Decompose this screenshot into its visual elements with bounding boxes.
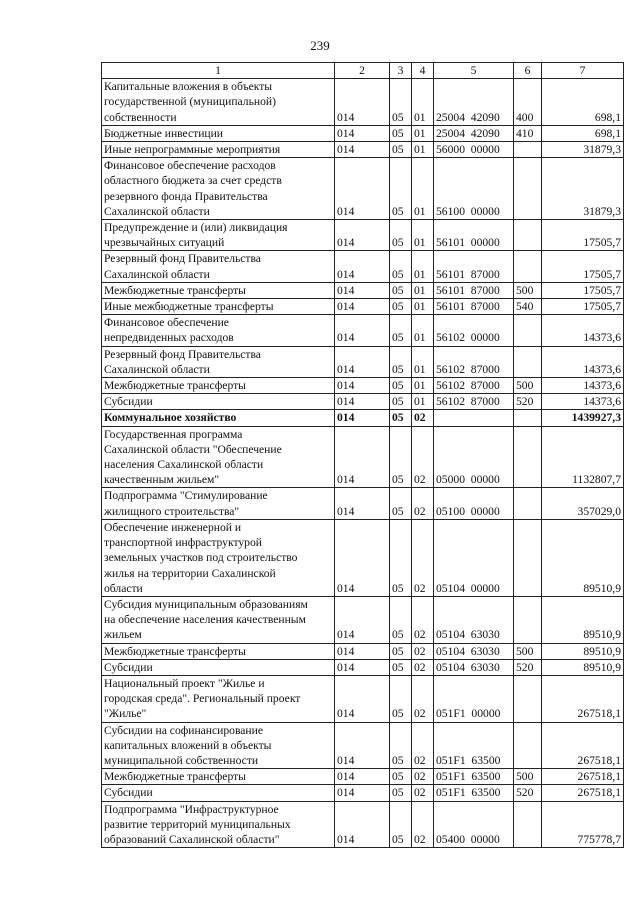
amount: 357029,0 bbox=[542, 488, 624, 519]
section-code: 05 bbox=[390, 158, 412, 220]
subsection-code: 01 bbox=[412, 299, 434, 315]
amount: 698,1 bbox=[542, 125, 624, 141]
section-code: 05 bbox=[390, 394, 412, 410]
subsection-code: 01 bbox=[412, 282, 434, 298]
expense-type-code bbox=[514, 596, 542, 643]
table-row bbox=[102, 378, 624, 394]
expense-type-code bbox=[514, 158, 542, 220]
item-name: Финансовое обеспечение расходов областного бюджета за счет средств резервного фонда Правительства Сахалинской области bbox=[102, 158, 335, 220]
target-article-code bbox=[434, 410, 514, 426]
amount: 775778,7 bbox=[542, 801, 624, 848]
table-row bbox=[102, 519, 624, 596]
item-name: Субсидии на софинансирование капитальных вложений в объекты муниципальной собственности bbox=[102, 722, 335, 769]
section-code: 05 bbox=[390, 142, 412, 158]
target-article-code: 56101 87000 bbox=[434, 251, 514, 282]
section-code: 05 bbox=[390, 769, 412, 785]
target-article-code: 05104 00000 bbox=[434, 519, 514, 596]
target-article-code: 56101 87000 bbox=[434, 299, 514, 315]
header-col-7: 7 bbox=[542, 63, 624, 79]
subsection-code: 02 bbox=[412, 722, 434, 769]
target-article-code: 56100 00000 bbox=[434, 158, 514, 220]
ministry-code: 014 bbox=[335, 722, 390, 769]
item-name: Подпрограмма "Инфраструктурное развитие территорий муниципальных образований Сахалинской области" bbox=[102, 801, 335, 848]
subsection-code: 01 bbox=[412, 79, 434, 126]
target-article-code: 05100 00000 bbox=[434, 488, 514, 519]
table-row bbox=[102, 488, 624, 519]
ministry-code: 014 bbox=[335, 346, 390, 377]
amount: 89510,9 bbox=[542, 643, 624, 659]
section-code: 05 bbox=[390, 378, 412, 394]
expense-type-code bbox=[514, 675, 542, 722]
ministry-code: 014 bbox=[335, 394, 390, 410]
table-row bbox=[102, 125, 624, 141]
amount: 89510,9 bbox=[542, 596, 624, 643]
section-code: 05 bbox=[390, 643, 412, 659]
ministry-code: 014 bbox=[335, 282, 390, 298]
target-article-code: 05104 63030 bbox=[434, 659, 514, 675]
ministry-code: 014 bbox=[335, 596, 390, 643]
item-name: Субсидии bbox=[102, 785, 335, 801]
subsection-code: 01 bbox=[412, 251, 434, 282]
target-article-code: 56102 87000 bbox=[434, 378, 514, 394]
ministry-code: 014 bbox=[335, 785, 390, 801]
target-article-code: 05104 63030 bbox=[434, 596, 514, 643]
section-code: 05 bbox=[390, 251, 412, 282]
item-name: Иные межбюджетные трансферты bbox=[102, 299, 335, 315]
item-name: Межбюджетные трансферты bbox=[102, 282, 335, 298]
amount: 17505,7 bbox=[542, 282, 624, 298]
section-code: 05 bbox=[390, 79, 412, 126]
amount: 1439927,3 bbox=[542, 410, 624, 426]
amount: 267518,1 bbox=[542, 769, 624, 785]
table-row bbox=[102, 426, 624, 488]
target-article-code: 56102 00000 bbox=[434, 315, 514, 346]
ministry-code: 014 bbox=[335, 801, 390, 848]
subsection-code: 02 bbox=[412, 659, 434, 675]
subsection-code: 02 bbox=[412, 410, 434, 426]
section-code: 05 bbox=[390, 519, 412, 596]
ministry-code: 014 bbox=[335, 659, 390, 675]
subsection-code: 02 bbox=[412, 801, 434, 848]
ministry-code: 014 bbox=[335, 410, 390, 426]
header-col-5: 5 bbox=[434, 63, 514, 79]
ministry-code: 014 bbox=[335, 220, 390, 251]
amount: 698,1 bbox=[542, 79, 624, 126]
table-row bbox=[102, 596, 624, 643]
expense-type-code: 500 bbox=[514, 282, 542, 298]
table-row bbox=[102, 79, 624, 126]
ministry-code: 014 bbox=[335, 769, 390, 785]
expense-type-code bbox=[514, 722, 542, 769]
item-name: Предупреждение и (или) ликвидация чрезвычайных ситуаций bbox=[102, 220, 335, 251]
amount: 267518,1 bbox=[542, 675, 624, 722]
subsection-code: 02 bbox=[412, 785, 434, 801]
amount: 14373,6 bbox=[542, 315, 624, 346]
subsection-code: 01 bbox=[412, 220, 434, 251]
table-row bbox=[102, 251, 624, 282]
table-row bbox=[102, 142, 624, 158]
header-col-6: 6 bbox=[514, 63, 542, 79]
amount: 14373,6 bbox=[542, 346, 624, 377]
target-article-code: 05400 00000 bbox=[434, 801, 514, 848]
expense-type-code bbox=[514, 251, 542, 282]
target-article-code: 56102 87000 bbox=[434, 346, 514, 377]
item-name: Межбюджетные трансферты bbox=[102, 643, 335, 659]
table-header-row bbox=[102, 63, 624, 79]
section-code: 05 bbox=[390, 801, 412, 848]
subsection-code: 01 bbox=[412, 378, 434, 394]
ministry-code: 014 bbox=[335, 299, 390, 315]
table-row bbox=[102, 158, 624, 220]
item-name: Иные непрограммные мероприятия bbox=[102, 142, 335, 158]
section-code: 05 bbox=[390, 488, 412, 519]
section-code: 05 bbox=[390, 675, 412, 722]
section-code: 05 bbox=[390, 315, 412, 346]
header-col-4: 4 bbox=[412, 63, 434, 79]
table-row bbox=[102, 675, 624, 722]
subsection-code: 02 bbox=[412, 675, 434, 722]
item-name: Подпрограмма "Стимулирование жилищного строительства" bbox=[102, 488, 335, 519]
table-row bbox=[102, 769, 624, 785]
subsection-code: 01 bbox=[412, 125, 434, 141]
item-name: Национальный проект "Жилье и городская среда". Региональный проект "Жилье" bbox=[102, 675, 335, 722]
section-code: 05 bbox=[390, 125, 412, 141]
amount: 89510,9 bbox=[542, 519, 624, 596]
target-article-code: 051F1 63500 bbox=[434, 722, 514, 769]
table-row bbox=[102, 722, 624, 769]
expense-type-code bbox=[514, 220, 542, 251]
amount: 31879,3 bbox=[542, 142, 624, 158]
expense-type-code bbox=[514, 315, 542, 346]
subsection-code: 02 bbox=[412, 596, 434, 643]
item-name: Субсидии bbox=[102, 659, 335, 675]
subsection-code: 02 bbox=[412, 488, 434, 519]
header-col-2: 2 bbox=[335, 63, 390, 79]
item-name: Резервный фонд Правительства Сахалинской области bbox=[102, 346, 335, 377]
section-code: 05 bbox=[390, 410, 412, 426]
expense-type-code bbox=[514, 346, 542, 377]
target-article-code: 051F1 63500 bbox=[434, 769, 514, 785]
budget-table bbox=[101, 62, 624, 848]
target-article-code: 05000 00000 bbox=[434, 426, 514, 488]
ministry-code: 014 bbox=[335, 519, 390, 596]
ministry-code: 014 bbox=[335, 79, 390, 126]
header-col-1: 1 bbox=[102, 63, 335, 79]
expense-type-code bbox=[514, 488, 542, 519]
subsection-code: 01 bbox=[412, 142, 434, 158]
expense-type-code: 500 bbox=[514, 378, 542, 394]
item-name: Бюджетные инвестиции bbox=[102, 125, 335, 141]
subsection-code: 01 bbox=[412, 346, 434, 377]
section-code: 05 bbox=[390, 282, 412, 298]
table-row bbox=[102, 346, 624, 377]
target-article-code: 25004 42090 bbox=[434, 125, 514, 141]
amount: 17505,7 bbox=[542, 251, 624, 282]
expense-type-code: 540 bbox=[514, 299, 542, 315]
item-name: Межбюджетные трансферты bbox=[102, 378, 335, 394]
section-code: 05 bbox=[390, 596, 412, 643]
table-row bbox=[102, 643, 624, 659]
table-row bbox=[102, 410, 624, 426]
target-article-code: 05104 63030 bbox=[434, 643, 514, 659]
subsection-code: 01 bbox=[412, 158, 434, 220]
expense-type-code bbox=[514, 142, 542, 158]
ministry-code: 014 bbox=[335, 315, 390, 346]
expense-type-code: 520 bbox=[514, 394, 542, 410]
expense-type-code bbox=[514, 519, 542, 596]
table-row bbox=[102, 220, 624, 251]
expense-type-code: 520 bbox=[514, 659, 542, 675]
section-code: 05 bbox=[390, 220, 412, 251]
ministry-code: 014 bbox=[335, 142, 390, 158]
ministry-code: 014 bbox=[335, 488, 390, 519]
page-number: 239 bbox=[310, 38, 330, 53]
ministry-code: 014 bbox=[335, 643, 390, 659]
ministry-code: 014 bbox=[335, 426, 390, 488]
section-code: 05 bbox=[390, 722, 412, 769]
amount: 17505,7 bbox=[542, 220, 624, 251]
table-row bbox=[102, 394, 624, 410]
section-code: 05 bbox=[390, 785, 412, 801]
subsection-code: 02 bbox=[412, 426, 434, 488]
ministry-code: 014 bbox=[335, 125, 390, 141]
item-name: Субсидия муниципальным образованиям на обеспечение населения качественным жильем bbox=[102, 596, 335, 643]
amount: 14373,6 bbox=[542, 378, 624, 394]
item-name: Межбюджетные трансферты bbox=[102, 769, 335, 785]
subsection-code: 02 bbox=[412, 643, 434, 659]
amount: 267518,1 bbox=[542, 785, 624, 801]
table-row bbox=[102, 315, 624, 346]
amount: 14373,6 bbox=[542, 394, 624, 410]
expense-type-code: 500 bbox=[514, 643, 542, 659]
table-row bbox=[102, 299, 624, 315]
section-code: 05 bbox=[390, 426, 412, 488]
item-name: Резервный фонд Правительства Сахалинской области bbox=[102, 251, 335, 282]
amount: 89510,9 bbox=[542, 659, 624, 675]
target-article-code: 56102 87000 bbox=[434, 394, 514, 410]
expense-type-code: 400 bbox=[514, 79, 542, 126]
section-code: 05 bbox=[390, 299, 412, 315]
table-row bbox=[102, 282, 624, 298]
target-article-code: 56101 00000 bbox=[434, 220, 514, 251]
amount: 1132807,7 bbox=[542, 426, 624, 488]
expense-type-code bbox=[514, 426, 542, 488]
subsection-code: 02 bbox=[412, 519, 434, 596]
item-name: Государственная программа Сахалинской области "Обеспечение населения Сахалинской области качественным жильем" bbox=[102, 426, 335, 488]
amount: 267518,1 bbox=[542, 722, 624, 769]
amount: 31879,3 bbox=[542, 158, 624, 220]
target-article-code: 56101 87000 bbox=[434, 282, 514, 298]
table-body bbox=[102, 79, 624, 848]
expense-type-code bbox=[514, 410, 542, 426]
item-name: Субсидии bbox=[102, 394, 335, 410]
item-name: Финансовое обеспечение непредвиденных расходов bbox=[102, 315, 335, 346]
section-code: 05 bbox=[390, 346, 412, 377]
expense-type-code: 500 bbox=[514, 769, 542, 785]
item-name: Обеспечение инженерной и транспортной инфраструктурой земельных участков под строительство жилья на территории Сахалинской области bbox=[102, 519, 335, 596]
item-name: Коммунальное хозяйство bbox=[102, 410, 335, 426]
target-article-code: 051F1 63500 bbox=[434, 785, 514, 801]
subsection-code: 01 bbox=[412, 394, 434, 410]
expense-type-code bbox=[514, 801, 542, 848]
expense-type-code: 520 bbox=[514, 785, 542, 801]
expense-type-code: 410 bbox=[514, 125, 542, 141]
section-code: 05 bbox=[390, 659, 412, 675]
table-row bbox=[102, 785, 624, 801]
table-row bbox=[102, 801, 624, 848]
ministry-code: 014 bbox=[335, 251, 390, 282]
ministry-code: 014 bbox=[335, 675, 390, 722]
ministry-code: 014 bbox=[335, 158, 390, 220]
subsection-code: 01 bbox=[412, 315, 434, 346]
table-row bbox=[102, 659, 624, 675]
header-col-3: 3 bbox=[390, 63, 412, 79]
ministry-code: 014 bbox=[335, 378, 390, 394]
target-article-code: 56000 00000 bbox=[434, 142, 514, 158]
target-article-code: 25004 42090 bbox=[434, 79, 514, 126]
subsection-code: 02 bbox=[412, 769, 434, 785]
target-article-code: 051F1 00000 bbox=[434, 675, 514, 722]
item-name: Капитальные вложения в объекты государственной (муниципальной) собственности bbox=[102, 79, 335, 126]
amount: 17505,7 bbox=[542, 299, 624, 315]
